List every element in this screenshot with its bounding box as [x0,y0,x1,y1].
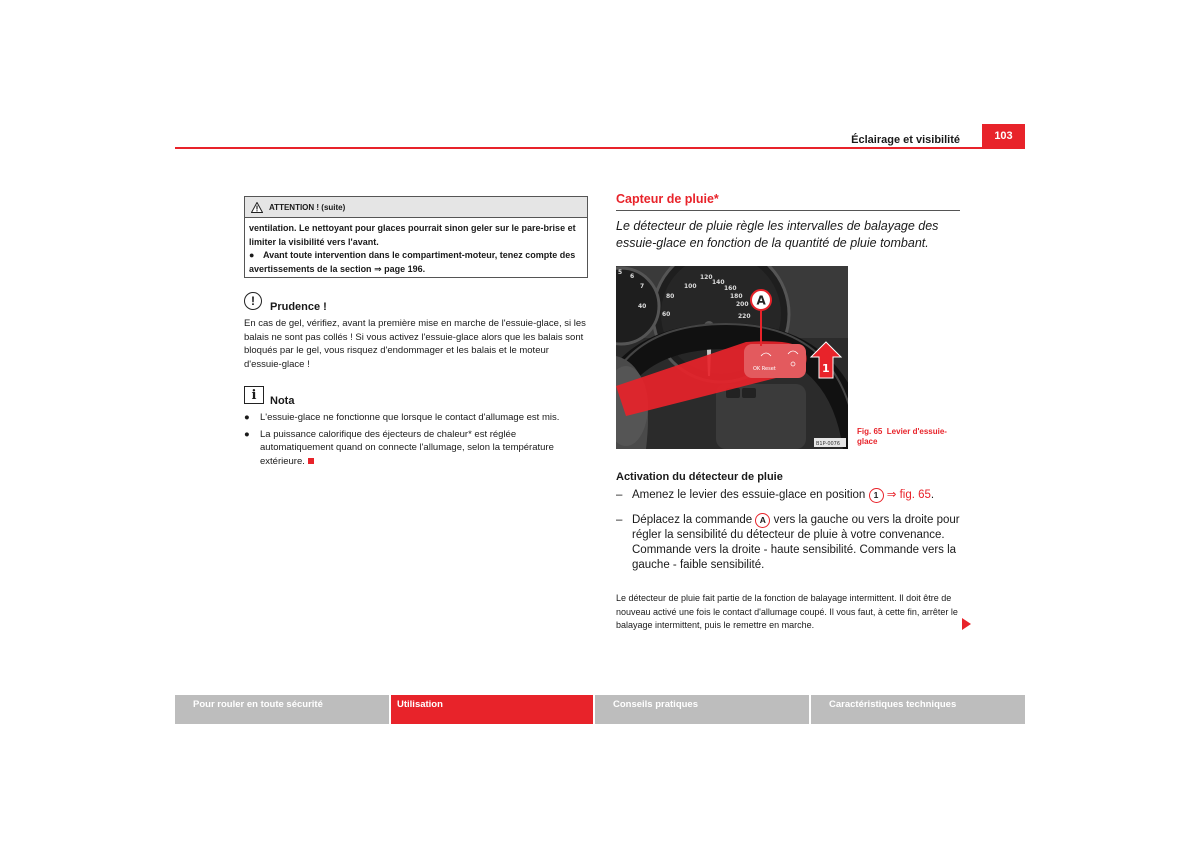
wiper-lever-illustration [616,266,848,449]
figure-code: B1P-0076 [816,441,841,447]
caution-text: En cas de gel, vérifiez, avant la première mise en marche de l'essuie-glace, si les balais ne sont pas collés ! Si vous activez l'essuie-glace alors que les balais sont bloqués par le gel, vous risquez d'endommager et les balais et le moteur d'essuie-glace ! [244,318,586,370]
rev-tick: 5 [618,269,623,276]
speedo-tick: 60 [662,311,671,318]
speedo-tick: 220 [738,313,751,320]
rev-tick: 7 [640,283,645,290]
end-square-icon [308,458,314,464]
bullet-icon: ● [244,428,250,440]
control-a-marker: A [755,513,770,528]
section-title: Éclairage et visibilité [851,134,960,146]
subheading: Activation du détecteur de pluie [616,471,783,483]
tab-technical-specs[interactable]: Caractéristiques techniques [811,695,1025,724]
dash: – [616,489,623,501]
note-item [244,411,588,425]
tab-practical-tips[interactable]: Conseils pratiques [595,695,809,724]
caution-heading [244,292,327,313]
callout-1: 1 [822,362,830,375]
warning-triangle-icon [251,202,263,213]
figure-title: Levier d'essuie-glace [857,427,947,446]
speedo-tick: 80 [666,293,675,300]
heading-rule [616,210,960,211]
note-heading [244,386,295,407]
footer-tabs [175,695,1025,724]
step-1-end: . [930,489,935,501]
speedo-tick: 140 [712,279,725,286]
rev-tick: 40 [638,303,647,310]
page-number: 103 [982,124,1025,148]
caution-title: Prudence ! [270,301,327,313]
figure-wiper-lever [616,266,848,449]
step-1-text: Amenez le levier des essuie-glace en position [632,489,866,501]
speedo-tick: 160 [724,285,737,292]
note-item-text [260,428,588,469]
info-icon: i [244,386,264,404]
position-1-marker: 1 [869,488,884,503]
step-1-body [632,488,934,503]
figure-label: Fig. 65 [857,427,883,436]
note-item-text: L'essuie-glace ne fonctionne que lorsque le contact d'allumage est mis. [260,412,560,423]
section-heading: Capteur de pluie* [616,192,719,206]
warning-line: ventilation. Le nettoyant pour glaces pourrait sinon geler sur le pare-brise et limiter la visibilité vers l'avant. [249,223,576,247]
step-2 [616,513,960,573]
bullet-icon: ● [249,250,255,260]
tab-safety[interactable]: Pour rouler en toute sécurité [175,695,389,724]
warning-header [245,197,587,218]
warning-bullet-item [249,249,583,276]
tab-utilisation[interactable]: Utilisation [391,695,593,724]
warning-body [245,218,587,280]
note-item [244,428,588,469]
warning-box [244,196,588,278]
step-2-pre: Déplacez la commande [632,514,753,526]
warning-bullet-text: Avant toute intervention dans le compartiment-moteur, tenez compte des avertissements de la section [249,250,576,274]
speedo-tick: 180 [730,293,743,300]
step-2-post: vers la gauche ou vers la droite pour régler la sensibilité du détecteur de pluie à votre convenance. Commande vers la droite - haute sensibilité. Commande vers la gauche - faible sensibilité. [632,514,960,571]
step-1 [616,488,960,503]
header-rule [175,147,1025,149]
figure-caption [857,427,967,447]
step-2-body [632,513,960,573]
ref-arrow: ⇒ [374,263,382,274]
paragraph: Le détecteur de pluie fait partie de la fonction de balayage intermittent. Il doit être de nouveau activé une fois le contact d'allumage coupé. Il vous faut, à cette fin, arrêter le balayage intermittent, puis le remettre en marche. [616,593,958,630]
bullet-icon: ● [244,412,250,423]
note-item-text-content: La puissance calorifique des éjecteurs de chaleur* est réglée automatiquement quand on connecte l'allumage, selon la température extérieure. [260,428,554,467]
warning-page-ref[interactable]: page 196. [384,263,426,274]
caution-icon: ! [244,292,262,310]
callout-a: A [756,293,766,308]
warning-title: ATTENTION ! (suite) [269,202,346,212]
dash: – [616,514,623,526]
lever-label: OK Reset [753,366,776,372]
figure-ref-link[interactable]: ⇒ fig. 65 [886,489,931,501]
lead-text: Le détecteur de pluie règle les intervalles de balayage des essuie-glace en fonction de la quantité de pluie tombant. [616,219,939,250]
note-title: Nota [270,395,295,407]
speedo-tick: 100 [684,283,697,290]
speedo-tick: 120 [700,274,713,281]
continue-arrow-icon [962,618,971,630]
rev-tick: 6 [630,273,635,280]
note-list [244,411,588,468]
speedo-tick: 200 [736,301,749,308]
